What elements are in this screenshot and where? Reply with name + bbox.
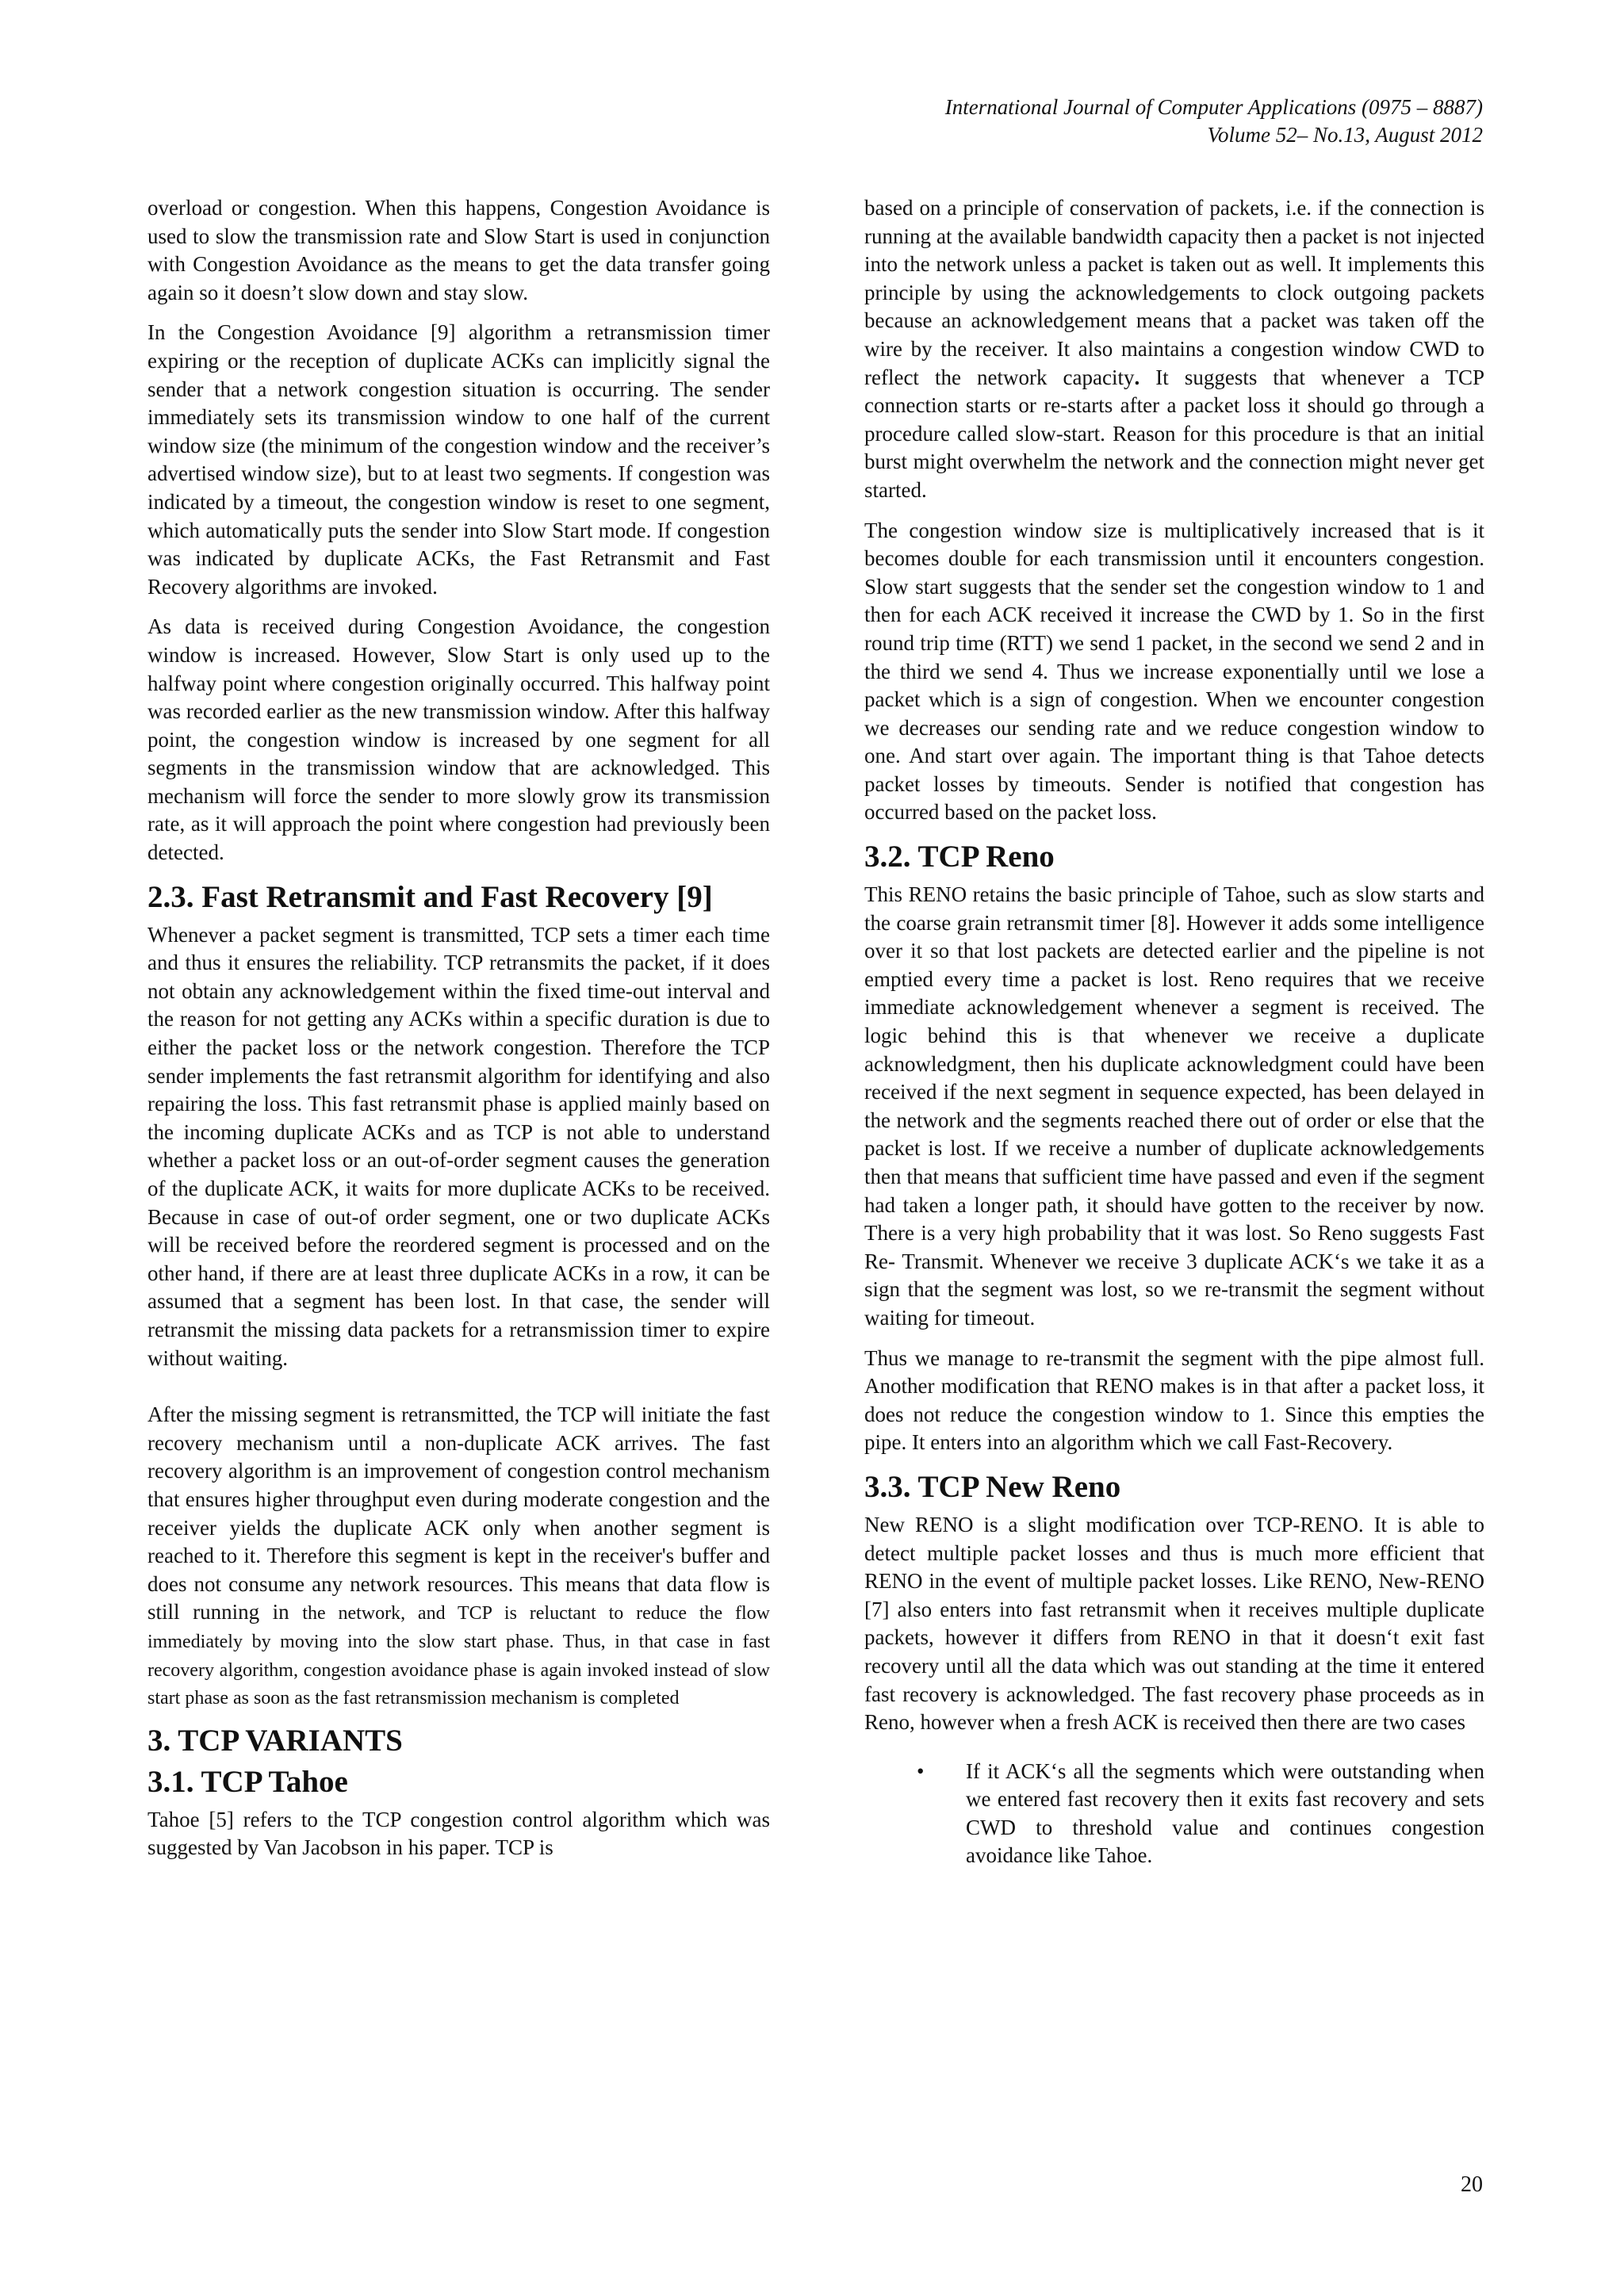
right-column (864, 194, 1484, 1882)
list-item (864, 1758, 1484, 1870)
section-heading-reno: 3.2. TCP Reno (864, 840, 1055, 874)
paragraph: As data is received during Congestion Avoidance, the congestion window is increased. However, Slow Start is only used up to the halfway point where congestion originally occurred. This halfway point was recorded earlier as the new transmission window. After this halfway point, the congestion window is increased by one segment for all segments in the transmission window that are acknowledged. This mechanism will force the sender to more slowly grow its transmission rate, as it will approach the point where congestion had previously been detected. (147, 614, 770, 865)
section-heading-new-reno: 3.3. TCP New Reno (864, 1469, 1121, 1504)
bold-period: . (1134, 365, 1140, 389)
journal-volume: Volume 52– No.13, August 2012 (1207, 123, 1483, 147)
running-header (611, 94, 1483, 149)
page-number: 20 (1461, 2172, 1483, 2197)
paragraph: The congestion window size is multiplicatively increased that is it becomes double for each transmission until it encounters congestion. Slow start suggests that the sender set the congestion window to 1 and then for each ACK received it increase the CWD by 1. So in the first round trip time (RTT) we send 1 packet, in the second we send 2 and in the third we send 4. Thus we increase exponentially until we lose a packet which is a sign of congestion. When we encounter congestion we decreases our sending rate and we reduce congestion window to one. And start over again. The important thing is that Tahoe detects packet losses by timeouts. Sender is notified that congestion has occurred based on the packet loss. (864, 518, 1484, 825)
list-item-text: If it ACK‘s all the segments which were outstanding when we entered fast recovery then it exits fast recovery and sets CWD to threshold value and continues congestion avoidance like Tahoe. (966, 1758, 1484, 1868)
section-heading-variants: 3. TCP VARIANTS (147, 1723, 403, 1758)
bullet-list (864, 1758, 1484, 1870)
section-heading-tahoe: 3.1. TCP Tahoe (147, 1764, 348, 1799)
bullet-icon: • (917, 1758, 925, 1783)
paragraph-part: After the missing segment is retransmitted, the TCP will initiate the fast recovery mechanism until a non-duplicate ACK arrives. The fast recovery algorithm is an improvement of congestion control mechanism that ensures higher throughput even during moderate congestion and the receiver yields the duplicate ACK only when another segment is reached to it. Therefore this segment is kept in the receiver's buffer and does not consume any network resources. This means that data flow is still running in (147, 1402, 770, 1624)
paragraph: Whenever a packet segment is transmitted, TCP sets a timer each time and thus it ensures the reliability. TCP retransmits the packet, if it does not obtain any acknowledgement within the fixed time-out interval and the reason for not getting any ACKs within a specific duration is due to either the packet loss or the network congestion. Therefore the TCP sender implements the fast retransmit algorithm for identifying and also repairing the loss. This fast retransmit phase is applied mainly based on the incoming duplicate ACKs and as TCP is not able to understand whether a packet loss or an out-of-order segment causes the generation of the duplicate ACK, it waits for more duplicate ACKs to be received. Because in case of out-of order segment, one or two duplicate ACKs will be received before the reordered segment is processed and on the other hand, if there are at least three duplicate ACKs in a row, it can be assumed that a segment has been lost. In that case, the sender will retransmit the missing data packets for a retransmission timer to expire without waiting. (147, 922, 770, 1370)
paragraph: In the Congestion Avoidance [9] algorithm a retransmission timer expiring or the reception of duplicate ACKs can implicitly signal the sender that a network congestion situation is occurring. The sender immediately sets its transmission window to one half of the current window size (the minimum of the congestion window and the receiver’s advertised window size), but to at least two segments. If congestion was indicated by a timeout, the congestion window is reset to one segment, which automatically puts the sender into Slow Start mode. If congestion was indicated by duplicate ACKs, the Fast Retransmit and Fast Recovery algorithms are invoked. (147, 320, 770, 599)
paragraph: This RENO retains the basic principle of Tahoe, such as slow starts and the coarse grain retransmit timer [8]. However it adds some intelligence over it so that lost packets are detected earlier and the pipeline is not emptied every time a packet is lost. Reno requires that we receive immediate acknowledgement whenever a segment is received. The logic behind this is that whenever we receive a duplicate acknowledgment, then his duplicate acknowledgment could have been received if the next segment in sequence expected, has been delayed in the network and the segments reached there out of order or else that the packet is lost. If we receive a number of duplicate acknowledgements then that means that sufficient time have passed and even if the segment had taken a longer path, it should have gotten to the receiver by now. There is a very high probability that it was lost. So Reno suggests Fast Re- Transmit. Whenever we receive 3 duplicate ACK‘s we take it as a sign that the segment was lost, so we re-transmit the segment without waiting for timeout. (864, 882, 1484, 1330)
paragraph-part: based on a principle of conservation of packets, i.e. if the connection is running at the available bandwidth capacity then a packet is not injected into the network unless a packet is taken out as well. It implements this principle by using the acknowledgements to clock outgoing packets because an acknowledgement means that a packet was taken off the wire by the receiver. It also maintains a congestion window CWD to reflect the network capacity (864, 196, 1484, 389)
paragraph: overload or congestion. When this happens, Congestion Avoidance is used to slow the transmission rate and Slow Start is used in conjunction with Congestion Avoidance as the means to get the data transfer going again so it doesn’t slow down and stay slow. (147, 196, 770, 304)
section-heading-fast-retransmit: 2.3. Fast Retransmit and Fast Recovery [9] (147, 879, 713, 914)
paragraph: Tahoe [5] refers to the TCP congestion control algorithm which was suggested by Van Jacobson in his paper. TCP is (147, 1807, 770, 1860)
paragraph (147, 1401, 770, 1712)
paragraph-part: It suggests that whenever a TCP connection starts or re-starts after a packet loss it should go through a procedure called slow-start. Reason for this procedure is that an initial burst might overwhelm the network and the connection might never get started. (864, 365, 1484, 502)
paragraph (864, 194, 1484, 505)
paragraph: Thus we manage to re-transmit the segment with the pipe almost full. Another modification that RENO makes is in that after a packet loss, it does not reduce the congestion window to 1. Since this empties the pipe. It enters into an algorithm which we call Fast-Recovery. (864, 1345, 1484, 1455)
paragraph-part-small: the network, and TCP is reluctant to reduce the flow immediately by moving into the slow start phase. Thus, in that case in fast recovery algorithm, congestion avoidance phase is again invoked instead of slow start phase as soon as the fast retransmission mechanism is completed (147, 1603, 771, 1709)
journal-title: International Journal of Computer Applications (0975 – 8887) (944, 95, 1483, 119)
left-column (147, 194, 770, 1874)
paragraph: New RENO is a slight modification over TCP-RENO. It is able to detect multiple packet losses and thus is much more efficient that RENO in the event of multiple packet losses. Like RENO, New-RENO [7] also enters into fast retransmit when it receives multiple duplicate packets, however it differs from RENO in that it doesn‘t exit fast recovery until all the data which was out standing at the time it entered fast recovery is acknowledged. The fast recovery phase proceeds as in Reno, however when a fresh ACK is received then there are two cases (864, 1512, 1484, 1735)
